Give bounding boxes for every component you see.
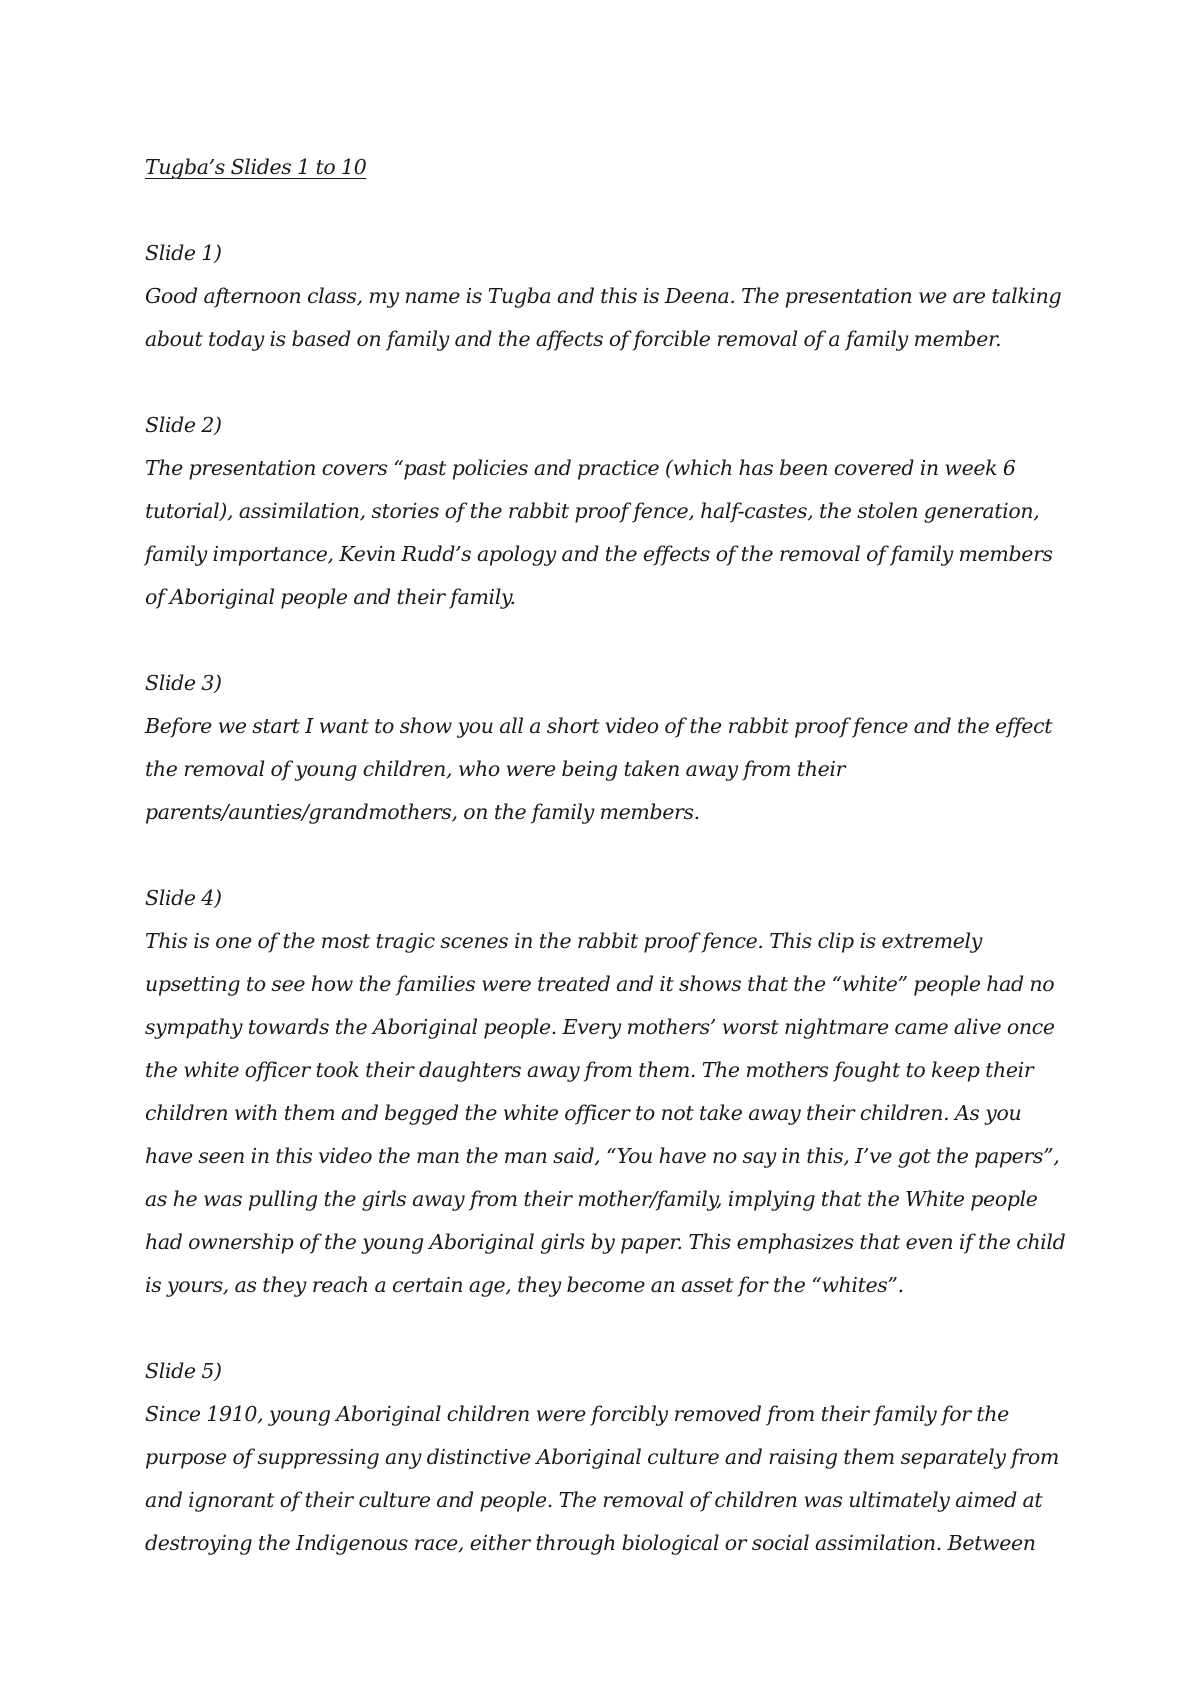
paragraph-line: the white officer took their daughters away from them. The mothers fought to keep their — [145, 1058, 1034, 1082]
paragraph-line: Good afternoon class, my name is Tugba and this is Deena. The presentation we are talking — [145, 284, 1062, 308]
paragraph-line: purpose of suppressing any distinctive Aboriginal culture and raising them separately from — [145, 1445, 1059, 1469]
paragraph-line: have seen in this video the man the man said, “You have no say in this, I’ve got the papers”, — [145, 1144, 1060, 1168]
slide-section-1 — [145, 232, 1080, 361]
paragraph-line: The presentation covers “past policies and practice (which has been covered in week 6 — [145, 456, 1016, 480]
slide-heading: Slide 3) — [145, 671, 222, 695]
slide-section-2 — [145, 404, 1080, 619]
slide-section-5 — [145, 1350, 1080, 1565]
paragraph-line: tutorial), assimilation, stories of the rabbit proof fence, half-castes, the stolen generation, — [145, 499, 1040, 523]
paragraph-line: of Aboriginal people and their family. — [145, 585, 516, 609]
slide-paragraph — [145, 447, 1080, 619]
slide-heading: Slide 1) — [145, 241, 222, 265]
slide-heading: Slide 2) — [145, 413, 222, 437]
paragraph-line: had ownership of the young Aboriginal girls by paper. This emphasizes that even if the child — [145, 1230, 1066, 1254]
paragraph-line: about today is based on family and the affects of forcible removal of a family member. — [145, 327, 1002, 351]
paragraph-line: sympathy towards the Aboriginal people. Every mothers’ worst nightmare came alive once — [145, 1015, 1055, 1039]
slide-paragraph — [145, 920, 1080, 1307]
paragraph-line: family importance, Kevin Rudd’s apology and the effects of the removal of family members — [145, 542, 1053, 566]
paragraph-line: destroying the Indigenous race, either through biological or social assimilation. Between — [145, 1531, 1036, 1555]
slide-heading: Slide 4) — [145, 886, 222, 910]
paragraph-line: Before we start I want to show you all a short video of the rabbit proof fence and the effect — [145, 714, 1053, 738]
document-title: Tugba’s Slides 1 to 10 — [145, 155, 367, 179]
paragraph-line: is yours, as they reach a certain age, they become an asset for the “whites”. — [145, 1273, 904, 1297]
paragraph-line: Since 1910, young Aboriginal children were forcibly removed from their family for the — [145, 1402, 1009, 1426]
paragraph-line: parents/aunties/grandmothers, on the family members. — [145, 800, 700, 824]
slide-heading: Slide 5) — [145, 1359, 222, 1383]
paragraph-line: as he was pulling the girls away from their mother/family, implying that the White people — [145, 1187, 1038, 1211]
paragraph-line: upsetting to see how the families were treated and it shows that the “white” people had no — [145, 972, 1055, 996]
paragraph-line: the removal of young children, who were being taken away from their — [145, 757, 846, 781]
slides-container — [145, 232, 1080, 1565]
slide-section-3 — [145, 662, 1080, 834]
slide-section-4 — [145, 877, 1080, 1307]
slide-paragraph — [145, 705, 1080, 834]
paragraph-line: and ignorant of their culture and people. The removal of children was ultimately aimed at — [145, 1488, 1043, 1512]
paragraph-line: children with them and begged the white officer to not take away their children. As you — [145, 1101, 1022, 1125]
document-body — [145, 146, 1080, 1565]
slide-paragraph — [145, 275, 1080, 361]
paragraph-line: This is one of the most tragic scenes in the rabbit proof fence. This clip is extremely — [145, 929, 982, 953]
slide-paragraph — [145, 1393, 1080, 1565]
